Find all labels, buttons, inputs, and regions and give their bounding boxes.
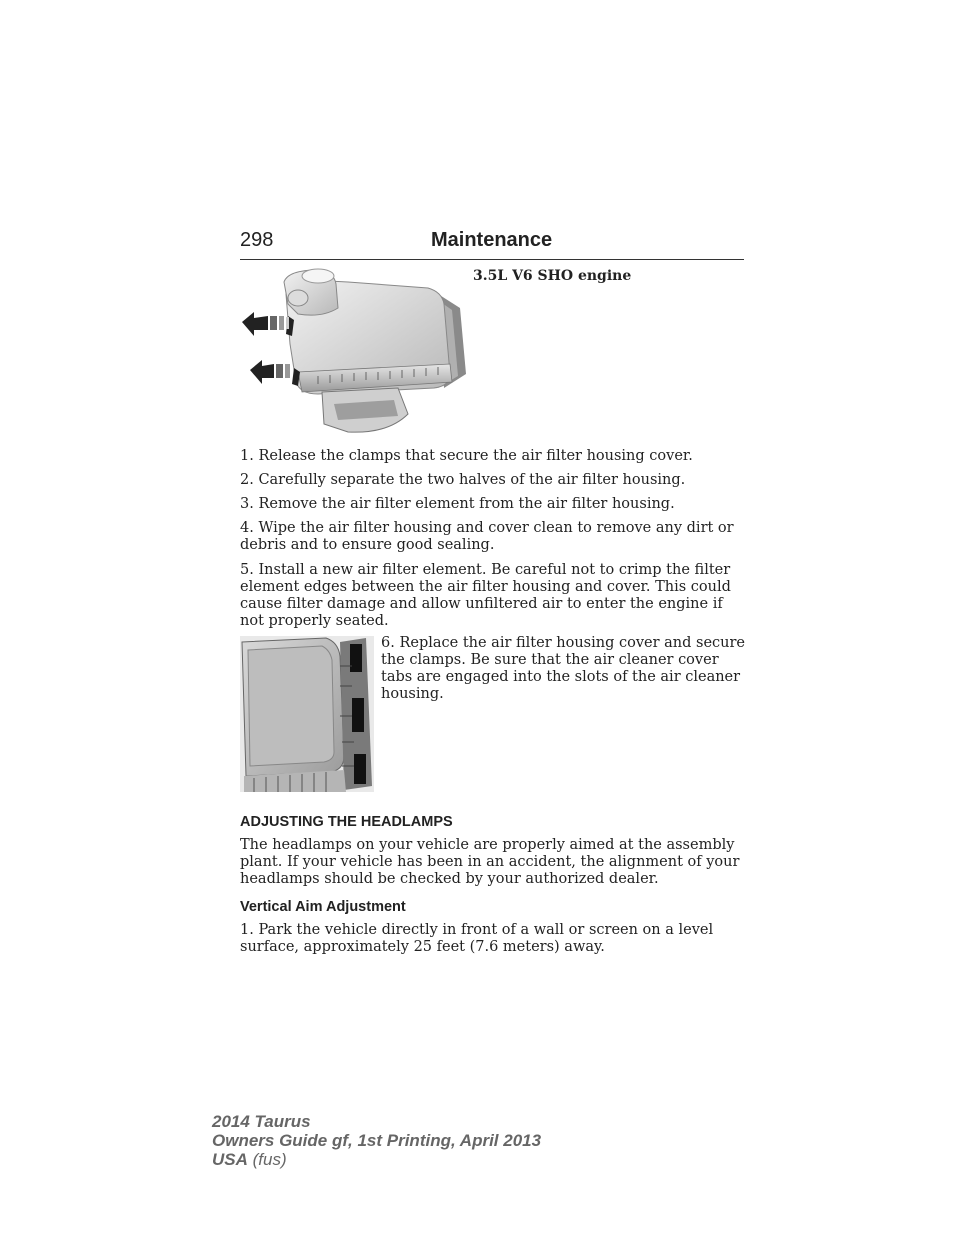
section-body: The headlamps on your vehicle are properly aimed at the assembly plant. If your vehicle has been in an accident, the alignment of your headlamps should be checked by your authorized dealer. — [240, 837, 740, 887]
footer-edition: Owners Guide gf, 1st Printing, April 2013 — [212, 1131, 542, 1150]
page-number: 298 — [240, 229, 274, 251]
page-footer — [212, 1112, 541, 1169]
step-3: 3. Remove the air filter element from the air filter housing. — [240, 496, 675, 512]
air-filter-housing-illustration — [238, 264, 470, 438]
subsection-heading: Vertical Aim Adjustment — [240, 899, 406, 915]
step-1: 1. Release the clamps that secure the air filter housing cover. — [240, 448, 693, 464]
arrow-left-icon — [250, 360, 290, 384]
subsection-body: 1. Park the vehicle directly in front of a wall or screen on a level surface, approximately 25 feet (7.6 meters) away. — [240, 922, 714, 955]
page-header — [240, 229, 744, 260]
chapter-title: Maintenance — [431, 229, 553, 251]
step-6: 6. Replace the air filter housing cover and secure the clamps. Be sure that the air cleaner cover tabs are engaged into the slots of the air cleaner housing. — [381, 635, 746, 702]
section-heading: ADJUSTING THE HEADLAMPS — [240, 814, 453, 830]
footer-region: USA — [212, 1150, 248, 1169]
housing-cover-clamps-illustration — [240, 636, 374, 792]
footer-model: 2014 Taurus — [212, 1112, 311, 1131]
step-2: 2. Carefully separate the two halves of the air filter housing. — [240, 472, 686, 488]
step-5: 5. Install a new air filter element. Be careful not to crimp the filter element edges between the air filter housing and cover. This could cause filter damage and allow unfiltered air to enter the engine if not properly seated. — [240, 562, 731, 629]
step-4: 4. Wipe the air filter housing and cover clean to remove any dirt or debris and to ensure good sealing. — [240, 520, 734, 553]
figure-caption: 3.5L V6 SHO engine — [473, 268, 632, 284]
arrow-left-icon — [242, 312, 289, 336]
footer-region-code: (fus) — [252, 1150, 287, 1169]
